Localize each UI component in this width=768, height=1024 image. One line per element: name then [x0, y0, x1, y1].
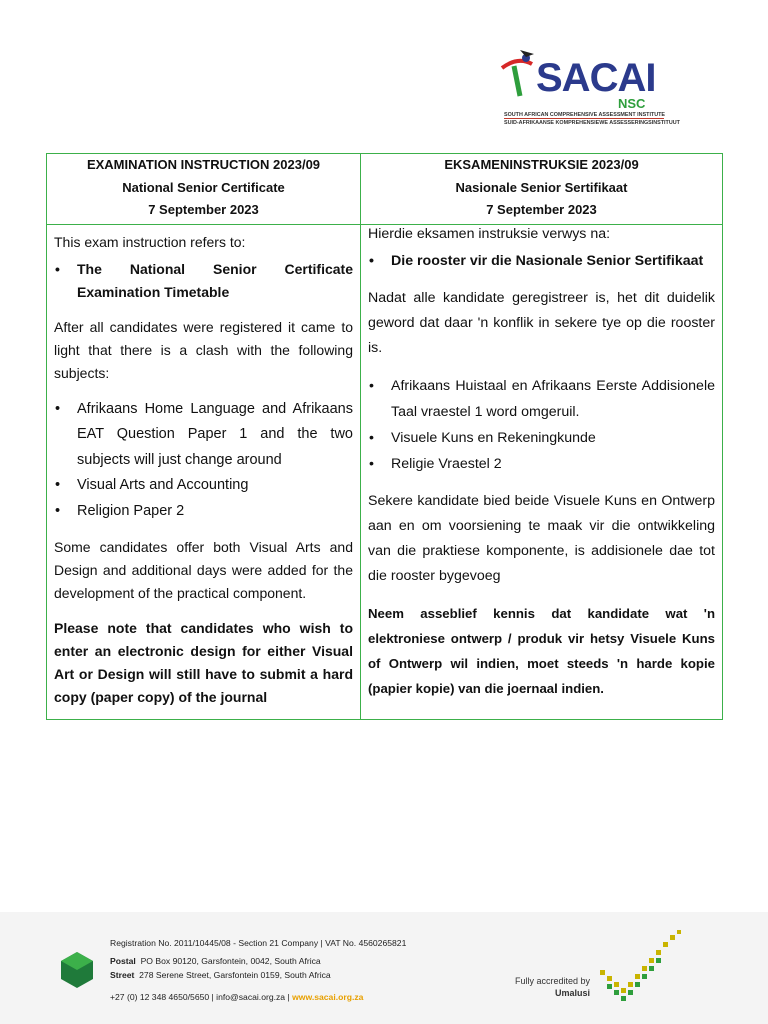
logo-wordmark: SACAI	[536, 56, 656, 100]
accredited-label: Fully accredited by	[514, 976, 590, 986]
postal-address: PO Box 90120, Garsfontein, 0042, South Africa	[140, 956, 321, 966]
accreditor-name: Umalusi	[554, 988, 590, 998]
english-note: Please note that candidates who wish to enter an electronic design for either Visual Art or Design will still have to submit a hard copy (paper copy) of the journal	[54, 620, 353, 705]
hexagon-icon	[58, 950, 96, 990]
instruction-table	[46, 153, 723, 720]
logo-divider	[504, 118, 664, 119]
sacai-logo	[500, 48, 680, 126]
afrikaans-days-para: Sekere kandidate bied beide Visuele Kuns en Ontwerp aan en om voorsiening te maak vir die ontwikkeling van die praktiese komponente, is addisionele dae tot die rooster bygevoeg	[368, 492, 715, 584]
english-intro: This exam instruction refers to:	[54, 233, 246, 250]
list-item: • Religion Paper 2	[54, 499, 353, 525]
english-ref-list	[54, 258, 353, 304]
footer-postal	[110, 956, 321, 966]
english-title: EXAMINATION INSTRUCTION 2023/09	[86, 157, 321, 172]
footer-contact	[110, 992, 363, 1002]
english-subtitle: National Senior Certificate	[122, 179, 285, 195]
logo-line-af: SUID-AFRIKAANSE KOMPREHENSIEWE ASSESSERINGSINSTITUUT	[504, 120, 680, 126]
english-header	[47, 154, 361, 225]
afrikaans-clash-list	[368, 373, 715, 477]
website-link[interactable]: www.sacai.org.za	[292, 992, 364, 1002]
list-item: • Visual Arts and Accounting	[54, 473, 353, 499]
umalusi-check-icon	[596, 930, 691, 1005]
afrikaans-body	[361, 224, 723, 720]
footer-registration: Registration No. 2011/10445/08 - Section 21 Company | VAT No. 4560265821	[110, 938, 407, 948]
afrikaans-ref-item: • Die rooster vir die Nasionale Senior Sertifikaat	[368, 249, 715, 274]
afrikaans-date: 7 September 2023	[486, 202, 597, 217]
list-item: • Visuele Kuns en Rekeningkunde	[368, 425, 715, 451]
body-row	[47, 224, 723, 720]
english-clash-para: After all candidates were registered it came to light that there is a clash with the following subjects:	[54, 318, 353, 381]
list-item: • Religie Vraestel 2	[368, 451, 715, 477]
english-days-para: Some candidates offer both Visual Arts and Design and additional days were added for the development of the practical component.	[54, 539, 353, 601]
list-item: • Afrikaans Home Language and Afrikaans EAT Question Paper 1 and the two subjects will just change around	[54, 397, 353, 474]
figure-icon	[500, 50, 540, 98]
list-item: • Afrikaans Huistaal en Afrikaans Eerste Addisionele Taal vraestel 1 word omgeruil.	[368, 373, 715, 425]
logo-line-en: SOUTH AFRICAN COMPREHENSIVE ASSESSMENT INSTITUTE	[504, 112, 666, 118]
postal-label: Postal	[110, 956, 136, 966]
header-row	[47, 154, 723, 225]
english-body	[47, 224, 361, 720]
afrikaans-subtitle: Nasionale Senior Sertifikaat	[455, 179, 628, 195]
afrikaans-intro: Hierdie eksamen instruksie verwys na:	[368, 225, 611, 242]
footer-street	[110, 970, 331, 980]
english-date: 7 September 2023	[148, 202, 259, 217]
afrikaans-header	[361, 154, 723, 225]
street-label: Street	[110, 970, 135, 980]
afrikaans-note: Neem asseblief kennis dat kandidate wat 'n elektroniese ontwerp / produk vir hetsy Visuele Kuns of Ontwerp wil indien, moet steeds 'n harde kopie (papier kopie) van die joernaal indien.	[368, 605, 715, 696]
english-clash-list	[54, 397, 353, 525]
afrikaans-clash-para: Nadat alle kandidate geregistreer is, het dit duidelik geword dat daar 'n konflik in sekere tye op die rooster is.	[368, 289, 715, 356]
english-ref-item: • The National Senior Certificate Examination Timetable	[54, 258, 353, 304]
street-address: 278 Serene Street, Garsfontein 0159, South Africa	[139, 970, 331, 980]
afrikaans-title: EKSAMENINSTRUKSIE 2023/09	[444, 157, 639, 172]
accreditation	[510, 975, 590, 999]
logo-nsc: NSC	[618, 96, 646, 111]
contact-info: +27 (0) 12 348 4650/5650 | info@sacai.org.za |	[110, 992, 290, 1002]
afrikaans-ref-list	[368, 249, 715, 274]
